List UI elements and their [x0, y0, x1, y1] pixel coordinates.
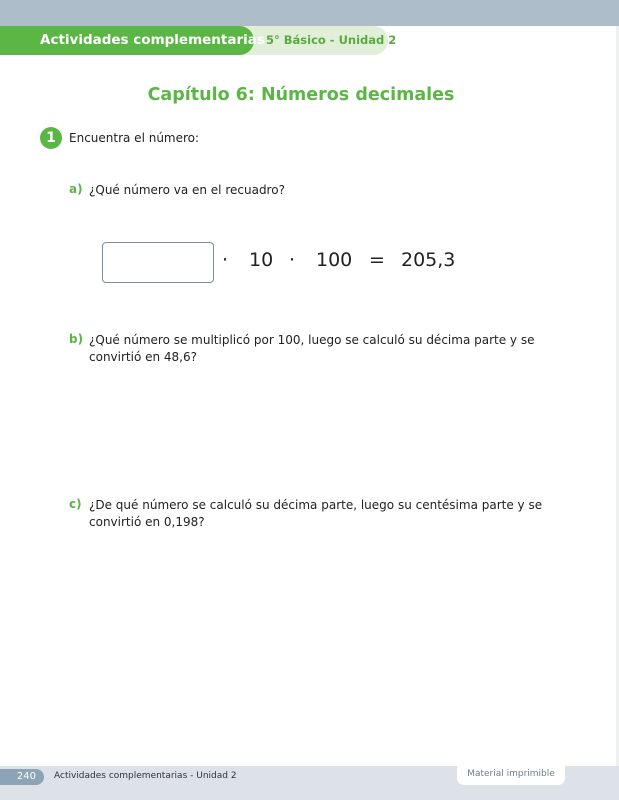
- question-a-letter: a): [69, 182, 83, 196]
- multiply-dot-2: ·: [289, 249, 296, 271]
- exercise-instruction: Encuentra el número:: [69, 131, 200, 145]
- equals-sign: =: [369, 249, 385, 271]
- multiply-dot-1: ·: [222, 249, 229, 271]
- factor-100: 100: [316, 249, 353, 271]
- question-b-text: ¿Qué número se multiplicó por 100, luego se calculó su décima parte y se convirtió en 48,6?: [89, 333, 535, 364]
- page-number: 240: [0, 769, 44, 785]
- footer-text: Actividades complementarias - Unidad 2: [54, 771, 237, 781]
- answer-box[interactable]: [102, 242, 214, 283]
- question-b-letter: b): [69, 332, 84, 346]
- equation-result: 205,3: [401, 249, 456, 271]
- material-label: Material imprimible: [457, 766, 565, 785]
- page-title: Capítulo 6: Números decimales: [147, 85, 455, 105]
- question-c-letter: c): [69, 497, 82, 511]
- top-bar: [0, 0, 619, 26]
- question-a-text: ¿Qué número va en el recuadro?: [89, 183, 285, 197]
- level-label: 5° Básico - Unidad 2: [266, 33, 397, 47]
- section-tab: [0, 26, 265, 55]
- exercise-number-badge: 1: [40, 127, 62, 149]
- factor-10: 10: [249, 249, 274, 271]
- question-c-text: ¿De qué número se calculó su décima parte, luego su centésima parte y se convirtió en 0,198?: [89, 498, 543, 529]
- section-label: Actividades complementarias: [40, 32, 265, 48]
